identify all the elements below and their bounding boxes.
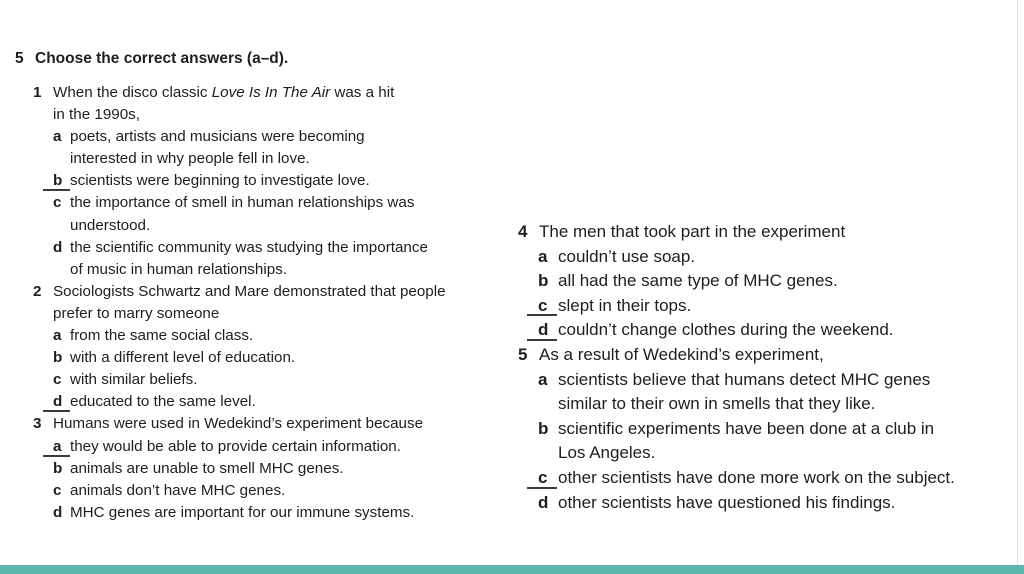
question-number: 1	[33, 84, 42, 101]
continuation-text: interested in why people fell in love.	[70, 150, 310, 168]
answer-option	[33, 126, 446, 148]
question-text: was a hit	[330, 84, 395, 101]
option-letter: a	[53, 327, 62, 345]
option-text: poets, artists and musicians were becoming	[70, 128, 365, 146]
question-line	[33, 82, 446, 104]
option-letter: b	[53, 349, 63, 367]
answer-option	[33, 458, 446, 480]
answer-underline-mark	[527, 314, 557, 316]
option-text: they would be able to provide certain information.	[70, 437, 401, 455]
question-line	[33, 413, 446, 435]
answer-option	[33, 237, 446, 259]
option-text: MHC genes are important for our immune systems.	[70, 503, 415, 521]
answer-option	[518, 368, 955, 393]
continuation-text: understood.	[70, 216, 151, 234]
question-text: As a result of Wedekind’s experiment,	[539, 344, 824, 364]
right-question-column	[518, 220, 955, 515]
option-text: with similar beliefs.	[70, 371, 198, 389]
question-line	[518, 220, 955, 245]
option-text: educated to the same level.	[70, 393, 256, 411]
answer-option	[33, 192, 446, 214]
option-letter: a	[53, 128, 62, 146]
option-text: with a different level of education.	[70, 349, 296, 367]
question-text: Humans were used in Wedekind’s experiment because	[53, 415, 424, 433]
option-text: couldn’t use soap.	[558, 246, 696, 266]
continuation-line	[33, 259, 446, 281]
continuation-line	[518, 392, 955, 417]
answer-option	[33, 391, 446, 413]
question-line	[518, 343, 955, 368]
option-letter: d	[53, 503, 63, 521]
option-text: couldn’t change clothes during the weekend.	[558, 320, 894, 340]
option-text: other scientists have questioned his findings.	[558, 492, 896, 512]
exercise-heading	[15, 50, 288, 68]
continuation-line	[518, 441, 955, 466]
answer-option	[518, 466, 955, 491]
answer-option	[518, 491, 955, 516]
answer-option	[33, 480, 446, 502]
left-question-column	[33, 82, 446, 524]
option-letter: b	[53, 172, 63, 190]
question-text: The men that took part in the experiment	[539, 222, 846, 241]
question-number: 4	[518, 222, 528, 241]
answer-underline-mark	[527, 339, 557, 341]
answer-underline-mark	[43, 455, 70, 457]
option-text: all had the same type of MHC genes.	[558, 271, 838, 291]
option-letter: c	[53, 194, 62, 212]
question-text: Sociologists Schwartz and Mare demonstrated that people	[53, 282, 446, 300]
answer-option	[33, 325, 446, 347]
question-line	[33, 281, 446, 303]
question-number: 2	[33, 282, 42, 300]
option-letter: d	[53, 238, 63, 256]
question-number: 5	[518, 344, 528, 364]
question-number: 3	[33, 415, 42, 433]
answer-option	[33, 436, 446, 458]
answer-underline-mark	[527, 487, 557, 489]
option-text: the scientific community was studying the importance	[70, 238, 428, 256]
answer-underline-mark	[43, 410, 70, 412]
option-text: animals don’t have MHC genes.	[70, 481, 286, 499]
option-text: scientists were beginning to investigate love.	[70, 172, 370, 190]
option-letter: d	[538, 492, 549, 512]
continuation-text: prefer to marry someone	[53, 304, 220, 322]
continuation-text: similar to their own in smells that they like.	[558, 394, 876, 414]
option-letter: a	[538, 369, 548, 389]
option-letter: d	[538, 320, 549, 340]
answer-option	[33, 369, 446, 391]
answer-option	[518, 269, 955, 294]
answer-option	[33, 502, 446, 524]
option-text: other scientists have done more work on the subject.	[558, 467, 955, 487]
option-letter: d	[53, 393, 63, 411]
continuation-text: Los Angeles.	[558, 443, 656, 463]
continuation-text: of music in human relationships.	[70, 260, 287, 278]
exercise-instruction: Choose the correct answers (a–d).	[35, 50, 289, 67]
continuation-text: in the 1990s,	[53, 106, 140, 124]
option-letter: c	[53, 371, 62, 389]
continuation-line	[33, 104, 446, 126]
question-text: When the disco classic	[53, 84, 212, 101]
continuation-line	[33, 148, 446, 170]
answer-option	[518, 245, 955, 270]
exercise-number: 5	[15, 50, 24, 67]
option-text: animals are unable to smell MHC genes.	[70, 459, 344, 477]
continuation-line	[33, 215, 446, 237]
answer-option	[33, 347, 446, 369]
song-title: Love Is In The Air	[211, 84, 331, 101]
option-text: the importance of smell in human relationships was	[70, 194, 415, 212]
option-letter: c	[53, 481, 62, 499]
continuation-line	[33, 303, 446, 325]
option-letter: a	[538, 246, 548, 266]
option-text: slept in their tops.	[558, 295, 692, 315]
answer-option	[518, 318, 955, 343]
answer-underline-mark	[43, 189, 70, 191]
page-edge-line	[1017, 0, 1018, 565]
option-letter: c	[538, 467, 548, 487]
option-letter: a	[53, 437, 62, 455]
option-letter: b	[538, 271, 549, 291]
option-letter: c	[538, 295, 548, 315]
answer-option	[518, 417, 955, 442]
answer-option	[518, 294, 955, 319]
option-text: from the same social class.	[70, 327, 254, 345]
option-text: scientific experiments have been done at a club in	[558, 418, 935, 438]
option-letter: b	[53, 459, 63, 477]
answer-option	[33, 170, 446, 192]
option-text: scientists believe that humans detect MHC genes	[558, 369, 931, 389]
option-letter: b	[538, 418, 549, 438]
accent-bottom-bar	[0, 565, 1024, 574]
